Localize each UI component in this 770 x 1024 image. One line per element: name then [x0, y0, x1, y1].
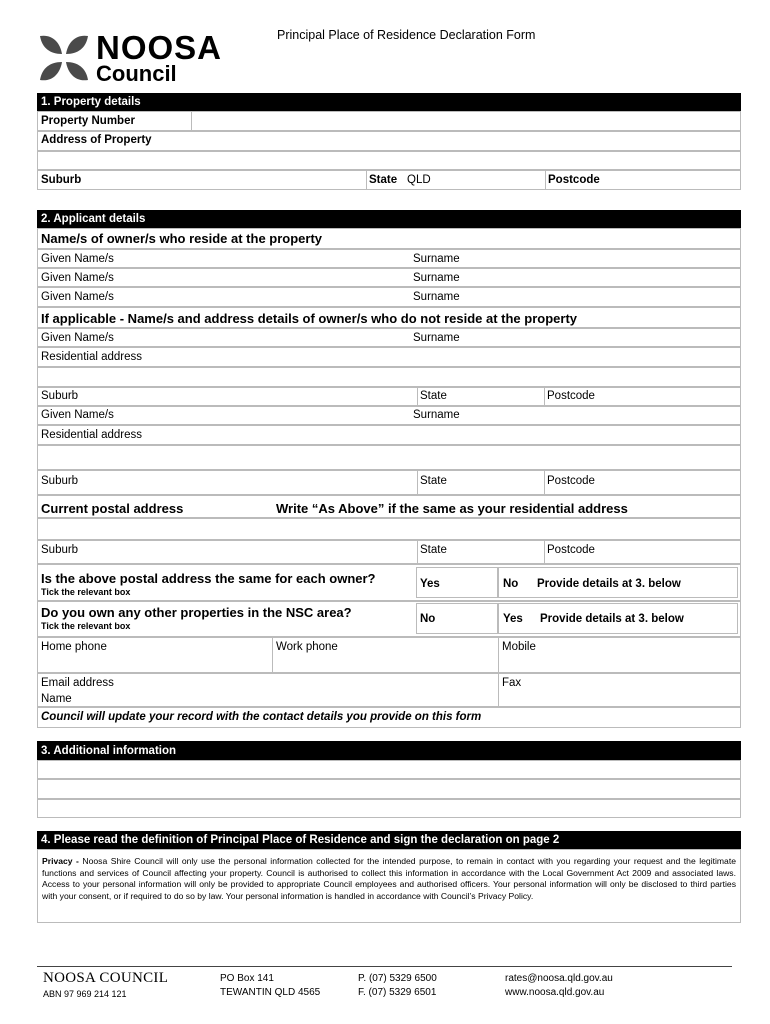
privacy-text: Noosa Shire Council will only use the personal information collected for the intended purpose, to remain in contact with you regarding your request and the legitimate functions and services of Council affecting your property. Council is authorised to collect this information in accordance with the Local Government Act 2009 and associated laws. Access to your personal information will only be provided to appropriate Council employees and authorised officers. Your personal information will only be disclosed to third parties with your consent, or if required to do so by law. Your personal information is handled in accordance with Council’s Privacy Policy. [42, 856, 737, 901]
section3-header: 3. Additional information [37, 741, 741, 760]
q1-yes-label: Yes [420, 578, 440, 590]
form-title: Principal Place of Residence Declaration Form [277, 28, 536, 42]
update-note: Council will update your record with the contact details you provide on this form [41, 711, 482, 723]
given-name-label-3: Given Name/s [41, 291, 114, 303]
q2-text: Do you own any other properties in the NSC area? [41, 605, 352, 620]
noosa-council-logo [38, 29, 238, 86]
footer-po-box: PO Box 141 [220, 973, 274, 984]
fax-field[interactable] [498, 673, 741, 707]
nr-address-row-2 [37, 425, 741, 445]
nr-postcode-label-1: Postcode [547, 390, 595, 402]
property-number-label: Property Number [41, 115, 135, 127]
email-label: Email address [41, 677, 114, 689]
address-field[interactable] [37, 151, 741, 170]
postal-suburb-label: Suburb [41, 544, 79, 556]
suburb-label: Suburb [41, 174, 82, 186]
footer-phone: P. (07) 5329 6500 [358, 973, 437, 984]
nr-surname-1: Surname [413, 332, 460, 344]
logo-name: NOOSA [96, 29, 223, 66]
postal-note: Write “As Above” if the same as your residential address [276, 501, 628, 516]
privacy-label: Privacy - [42, 856, 83, 866]
section2-header: 2. Applicant details [37, 210, 741, 228]
work-phone-label: Work phone [276, 641, 338, 653]
footer-org: NOOSA COUNCIL [43, 970, 169, 986]
q1-text: Is the above postal address the same for each owner? [41, 571, 376, 586]
q2-no-label: No [420, 613, 436, 625]
non-resident-title: If applicable - Name/s and address details of owner/s who do not reside at the property [41, 311, 578, 326]
nr-given-name-1: Given Name/s [41, 332, 114, 344]
nr-address-field-1[interactable] [37, 367, 741, 387]
nr-state-label-2: State [420, 475, 447, 487]
noosa-flower-icon [38, 32, 90, 84]
nr-suburb-row-1 [37, 387, 741, 406]
owner-row-1[interactable] [37, 249, 741, 268]
state-label: State [369, 174, 398, 186]
q2-yes-label: Yes [503, 613, 523, 625]
surname-label-2: Surname [413, 272, 460, 284]
q1-provide-note: Provide details at 3. below [537, 578, 681, 590]
property-number-field[interactable] [191, 111, 741, 131]
additional-info-line-3[interactable] [37, 799, 741, 818]
nr-given-name-2: Given Name/s [41, 409, 114, 421]
email-name-label: Name [41, 693, 72, 705]
nr-surname-2: Surname [413, 409, 460, 421]
nr-postcode-label-2: Postcode [547, 475, 595, 487]
postal-postcode-label: Postcode [547, 544, 595, 556]
nr-state-label-1: State [420, 390, 447, 402]
footer-email[interactable]: rates@noosa.qld.gov.au [505, 973, 613, 984]
nr-suburb-row-2 [37, 470, 741, 495]
owner-row-2[interactable] [37, 268, 741, 287]
nr-owner-2-row[interactable] [37, 406, 741, 425]
given-name-label-2: Given Name/s [41, 272, 114, 284]
q2-provide-note: Provide details at 3. below [540, 613, 684, 625]
postal-title: Current postal address [41, 501, 184, 516]
footer-abn: ABN 97 969 214 121 [43, 989, 127, 999]
nr-address-label-2: Residential address [41, 429, 143, 441]
home-phone-label: Home phone [41, 641, 107, 653]
postcode-label: Postcode [548, 174, 600, 186]
additional-info-line-2[interactable] [37, 779, 741, 799]
footer-fax: F. (07) 5329 6501 [358, 987, 437, 998]
nr-address-label-1: Residential address [41, 351, 143, 363]
given-name-label-1: Given Name/s [41, 253, 114, 265]
nr-address-field-2[interactable] [37, 445, 741, 470]
q1-tick-note: Tick the relevant box [41, 587, 131, 597]
nr-suburb-label-2: Suburb [41, 475, 79, 487]
postal-state-label: State [420, 544, 447, 556]
nr-suburb-label-1: Suburb [41, 390, 79, 402]
state-value[interactable]: QLD [407, 174, 431, 186]
footer-divider [37, 966, 732, 967]
surname-label-1: Surname [413, 253, 460, 265]
postal-address-field[interactable] [37, 518, 741, 540]
nr-address-row-1 [37, 347, 741, 367]
additional-info-line-1[interactable] [37, 760, 741, 779]
footer-town: TEWANTIN QLD 4565 [220, 987, 321, 998]
fax-label: Fax [502, 677, 522, 689]
postal-suburb-row [37, 540, 741, 564]
q2-tick-note: Tick the relevant box [41, 621, 131, 631]
address-label: Address of Property [41, 134, 152, 146]
surname-label-3: Surname [413, 291, 460, 303]
q1-no-label: No [503, 578, 519, 590]
owners-title: Name/s of owner/s who reside at the property [41, 231, 323, 246]
section1-header: 1. Property details [37, 93, 741, 111]
owner-row-3[interactable] [37, 287, 741, 307]
logo-council: Council [96, 61, 177, 86]
privacy-statement [37, 849, 741, 923]
mobile-label: Mobile [502, 641, 536, 653]
footer-web[interactable]: www.noosa.qld.gov.au [505, 987, 605, 998]
section4-header: 4. Please read the definition of Principal Place of Residence and sign the declaration on page 2 [37, 831, 741, 849]
nr-owner-1-row[interactable] [37, 328, 741, 347]
